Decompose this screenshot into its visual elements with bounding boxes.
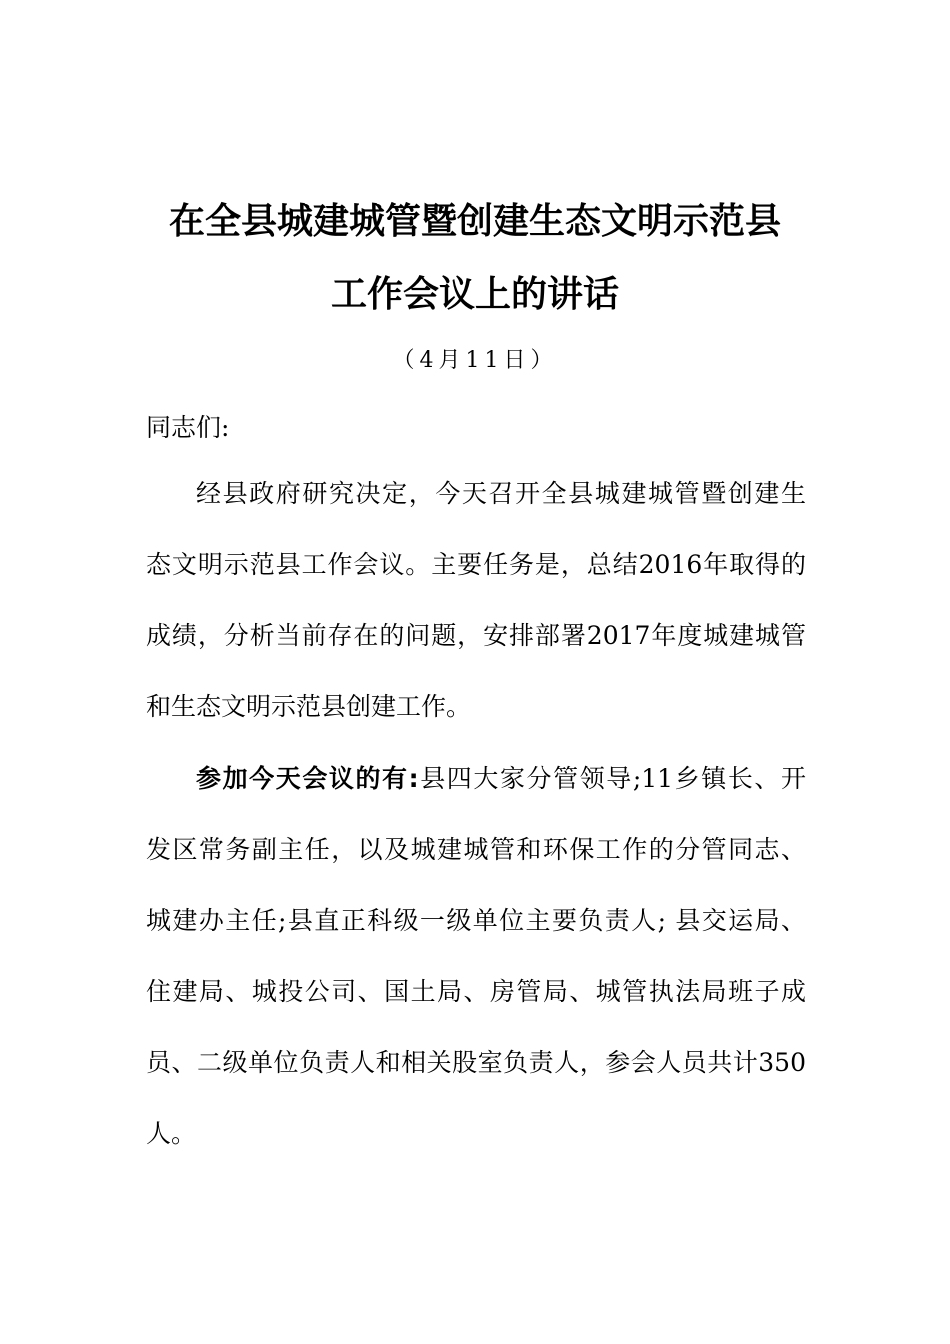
paragraph-2-line-1-text: 县四大家分管领导;11乡镇长、开 (418, 764, 806, 793)
paragraph-2-line-2: 发区常务副主任，以及城建城管和环保工作的分管同志、 (146, 835, 806, 864)
speech-date: （4月11日） (392, 348, 558, 373)
paragraph-2-line-4: 住建局、城投公司、国土局、房管局、城管执法局班子成 (146, 977, 806, 1006)
salutation: 同志们: (146, 413, 230, 442)
paragraph-2-line-6: 人。 (146, 1119, 197, 1148)
document-title-line-1: 在全县城建城管暨创建生态文明示范县 (168, 201, 781, 242)
paragraph-1-line-2: 态文明示范县工作会议。主要任务是，总结2016年取得的 (146, 550, 806, 579)
paragraph-1-line-1: 经县政府研究决定，今天召开全县城建城管暨创建生 (196, 479, 806, 508)
paragraph-2-line-5: 员、二级单位负责人和相关股室负责人，参会人员共计350 (146, 1048, 806, 1077)
paragraph-2-line-1 (196, 761, 806, 797)
document-title-line-2: 工作会议上的讲话 (330, 274, 619, 315)
paragraph-1-line-4: 和生态文明示范县创建工作。 (146, 692, 472, 721)
attendees-lead: 参加今天会议的有: (196, 764, 419, 793)
paragraph-2-line-3: 城建办主任;县直正科级一级单位主要负责人; 县交运局、 (146, 906, 806, 935)
paragraph-1-line-3: 成绩，分析当前存在的问题，安排部署2017年度城建城管 (146, 621, 806, 650)
